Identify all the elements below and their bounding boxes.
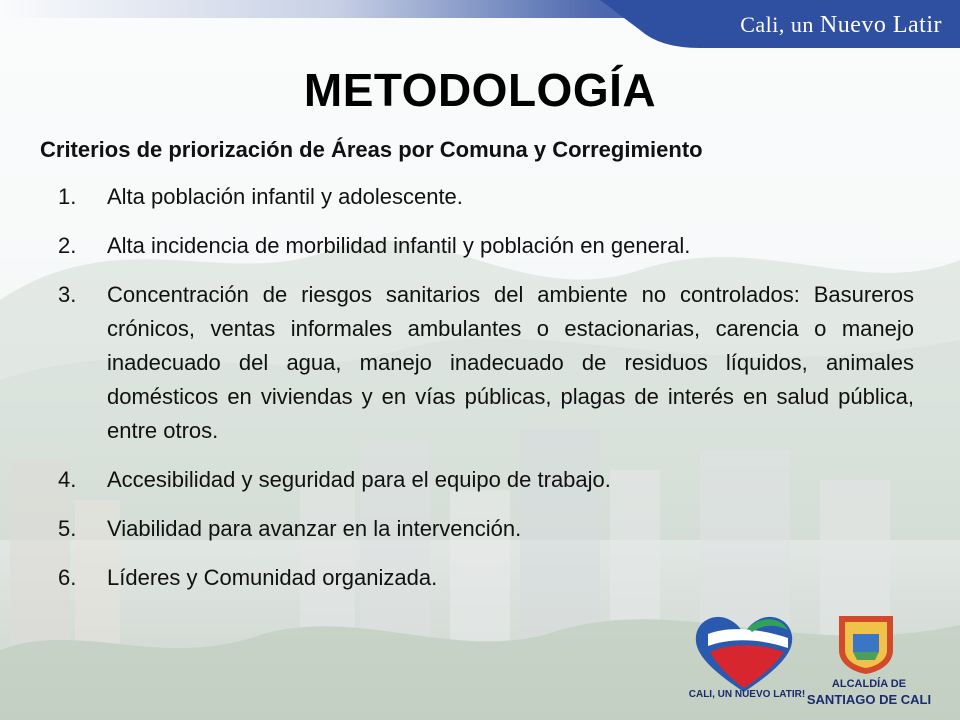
slogan-highlight: Nuevo Latir [819,12,942,38]
item-text: Viabilidad para avanzar en la intervención. [107,516,522,541]
list-item [58,512,914,546]
item-number: 4. [58,467,77,492]
criteria-list [58,180,914,610]
slogan [740,12,942,39]
list-item [58,278,914,448]
list-item [58,463,914,497]
item-number: 1. [58,184,77,209]
list-item [58,561,914,595]
item-number: 5. [58,516,77,541]
item-text: Alta población infantil y adolescente. [107,184,463,209]
list-item [58,229,914,263]
page-title: METODOLOGÍA [303,64,657,116]
slogan-prefix: Cali, un [740,12,820,37]
item-number: 6. [58,565,77,590]
heart-logo-caption: CALI, UN NUEVO LATIR! [688,689,806,700]
item-number: 2. [58,233,77,258]
alcaldia-city-label: SANTIAGO DE CALI [806,692,932,707]
item-text: Concentración de riesgos sanitarios del ambiente no controlados: Basureros crónicos, ventas informales ambulantes o estacionarias, carencia o manejo inadecuado del agua, manejo inadecuado de residuos líquidos, animales domésticos en viviendas y en vías públicas, plagas de interés en salud pública, entre otros. [107,282,914,443]
item-text: Alta incidencia de morbilidad infantil y población en general. [107,233,691,258]
subtitle: Criterios de priorización de Áreas por Comuna y Corregimiento [40,137,703,162]
list-item [58,180,914,214]
alcaldia-shield-logo [835,612,897,676]
item-text: Accesibilidad y seguridad para el equipo de trabajo. [107,467,611,492]
item-text: Líderes y Comunidad organizada. [107,565,438,590]
item-number: 3. [58,282,77,307]
alcaldia-label: ALCALDÍA DE [831,678,907,690]
